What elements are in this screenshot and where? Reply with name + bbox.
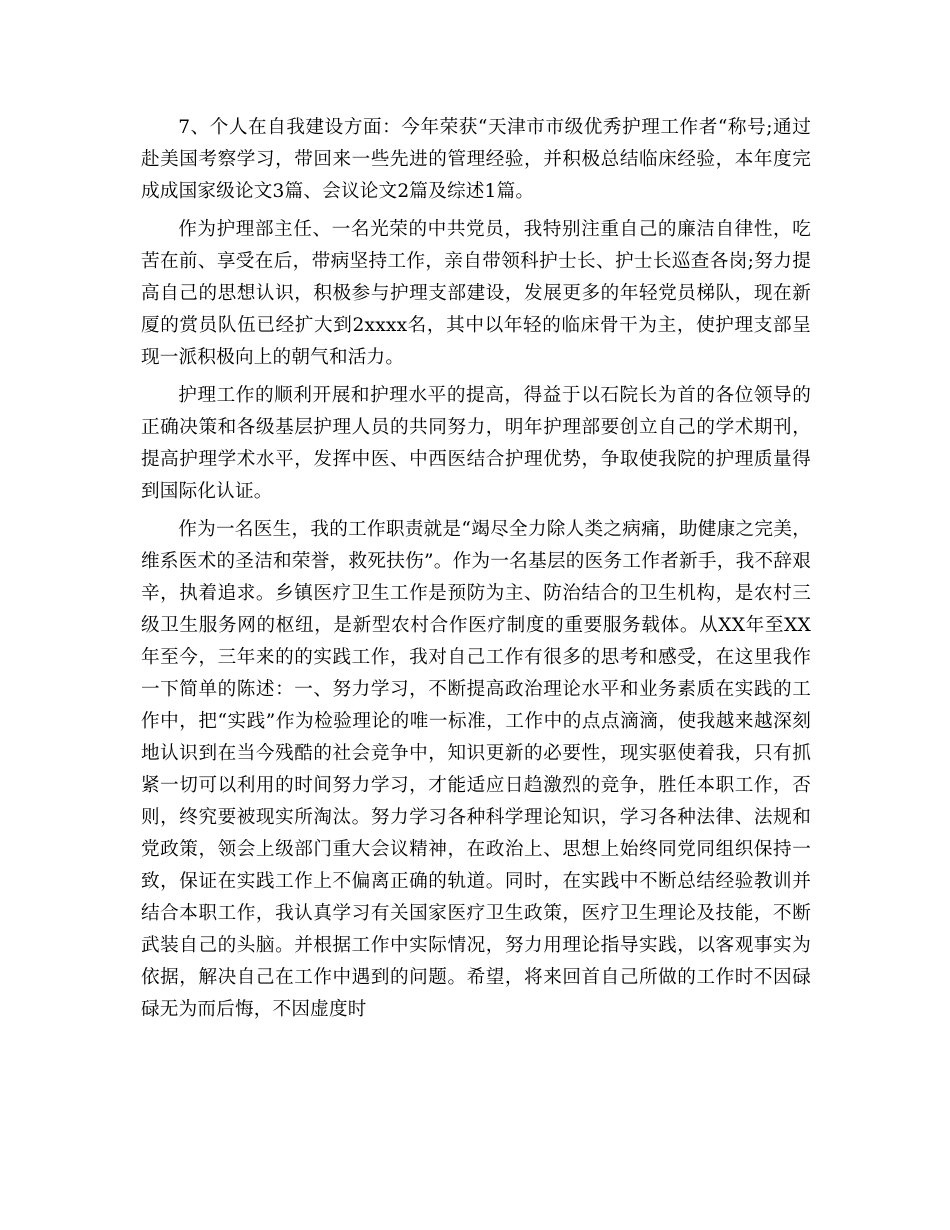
paragraph-doctor-duties: 作为一名医生，我的工作职责就是“竭尽全力除人类之病痛，助健康之完美，维系医术的圣洁和荣誉，救死扶伤”。作为一名基层的医务工作者新手，我不辞艰辛，执着追求。乡镇医疗卫生工作是预防为主、防治结合的卫生机构，是农村三级卫生服务网的枢纽，是新型农村合作医疗制度的重要服务载体。从XX年至XX年至今，三年来的的实践工作，我对自己工作有很多的思考和感受，在这里我作一下简单的陈述：一、努力学习，不断提高政治理论水平和业务素质在实践的工作中，把“实践”作为检验理论的唯一标准，工作中的点点滴滴，使我越来越深刻地认识到在当今残酷的社会竞争中，知识更新的必要性，现实驱使着我，只有抓紧一切可以利用的时间努力学习，才能适应日趋激烈的竞争，胜任本职工作，否则，终究要被现实所淘汰。努力学习各种科学理论知识，学习各种法律、法规和党政策，领会上级部门重大会议精神，在政治上、思想上始终同党同组织保持一致，保证在实践工作上不偏离正确的轨道。同时，在实践中不断总结经验教训并结合本职工作，我认真学习有关国家医疗卫生政策，医疗卫生理论及技能，不断武装自己的头脑。并根据工作中实际情况，努力用理论指导实践，以客观事实为依据，解决自己在工作中遇到的问题。希望，将来回首自己所做的工作时不因碌碌无为而后悔，不因虚度时 (141, 519, 811, 1020)
paragraph-self-development: 7、个人在自我建设方面：今年荣获“天津市市级优秀护理工作者“称号;通过赴美国考察学习，带回来一些先进的管理经验，并积极总结临床经验，本年度完成成国家级论文3篇、会议论文2篇及综述1篇。 (141, 117, 811, 202)
paragraph-nursing-work: 护理工作的顺利开展和护理水平的提高，得益于以石院长为首的各位领导的正确决策和各级基层护理人员的共同努力，明年护理部要创立自己的学术期刊，提高护理学术水平，发挥中医、中西医结合护理优势，争取使我院的护理质量得到国际化认证。 (141, 385, 811, 502)
document-body (141, 112, 811, 1032)
paragraph-party-member: 作为护理部主任、一名光荣的中共党员，我特别注重自己的廉洁自律性，吃苦在前、享受在后，带病坚持工作，亲自带领科护士长、护士长巡查各岗;努力提高自己的思想认识，积极参与护理支部建设，发展更多的年轻党员梯队，现在新厦的赏员队伍已经扩大到2xxxx名，其中以年轻的临床骨干为主，使护理支部呈现一派积极向上的朝气和活力。 (141, 219, 811, 368)
